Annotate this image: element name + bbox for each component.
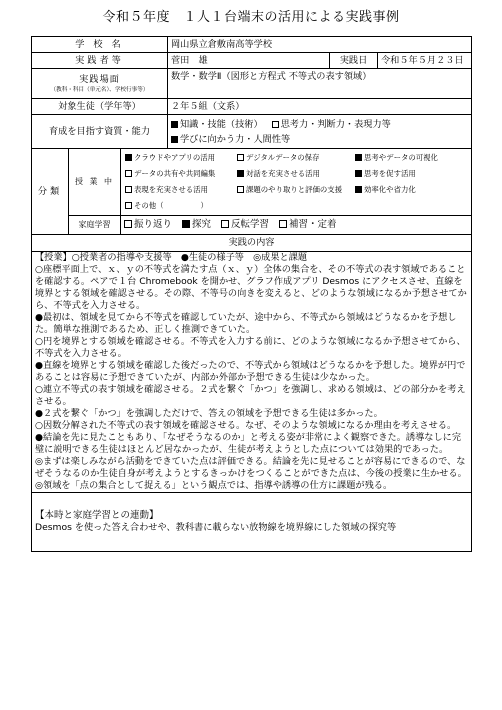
category-label: デジタルデータの保存 — [246, 153, 320, 162]
checkbox-icon — [279, 220, 287, 228]
checkbox-icon — [221, 220, 229, 228]
checkbox-icon — [125, 170, 132, 177]
ability-label: 育成を目指す資質・能力 — [32, 115, 168, 149]
checkbox-icon — [355, 170, 362, 177]
practitioner-label: 実践者等 — [32, 53, 168, 69]
category-label: 表現を充実させる活用 — [134, 185, 208, 194]
category-label: 思考やデータの可視化 — [364, 153, 438, 162]
checkbox-icon — [237, 154, 244, 161]
home-study-label: 家庭学習 — [69, 216, 121, 235]
content-paragraph: ●２式を繋ぐ「かつ」を強調しただけで、答えの領域を予想できる生徒は多かった。 — [35, 408, 383, 419]
category-label: クラウドやアプリの活用 — [134, 153, 216, 162]
checkbox-icon — [237, 170, 244, 177]
content-paragraph: ●最初は、領域を見てから不等式を確認していたが、途中から、不等式から領域はどうなるかを予想した。簡単な推測であるため、正しく推測できていた。 — [35, 312, 457, 335]
home-option-review[interactable] — [124, 219, 172, 231]
ability-option-label: 学びに向かう力・人間性等 — [180, 133, 291, 145]
checkbox-icon — [125, 186, 132, 193]
category-label: データの共有や共同編集 — [134, 169, 216, 178]
date-label: 実践日 — [330, 53, 378, 69]
practitioner-value: 菅田 雄 — [168, 53, 330, 69]
checkbox-icon — [272, 121, 279, 128]
in-class-options — [121, 149, 472, 216]
home-option-label: 振り返り — [134, 219, 173, 230]
category-label: その他（ ） — [134, 201, 208, 210]
category-expression[interactable] — [125, 182, 237, 198]
content-paragraph: ◎領域を「点の集合として捉える」という観点では、指導や誘導の仕方に課題が残る。 — [35, 480, 393, 491]
content-body — [32, 252, 472, 493]
in-class-row — [125, 166, 467, 182]
content-heading: 実践の内容 — [32, 235, 472, 252]
category-cloud-app[interactable] — [125, 150, 237, 166]
category-data-share[interactable] — [125, 166, 237, 182]
ability-option-thinking[interactable] — [272, 117, 391, 132]
home-link-section — [32, 493, 472, 552]
content-paragraph: ●直線を境界とする領域を確認した後だったので、不等式から領域はどうなるかを予想した。境界が円であることは容易に予想できていたが、内部か外部か予想できる生徒は少なかった。 — [35, 360, 466, 383]
classification-label: 分類 — [32, 149, 69, 235]
report-table — [31, 36, 472, 552]
content-legend: 【授業】○授業者の指導や支援等 ●生徒の様子等 ◎成果と課題 — [35, 252, 308, 263]
home-link-heading: 【本時と家庭学習との連動】 — [35, 510, 159, 521]
home-option-inquiry[interactable] — [182, 219, 211, 231]
scene-sublabel: （教科・科目（単元名）、学校行事等） — [50, 86, 149, 93]
content-paragraph: ◎まずは楽しみながら活動をできていた点は評価できる。結論を先に見せることが容易にできるので、なぜそうなるのか生徒自身が考えようとするきっかけをつくることができた点は、今後の授業に生かせる。 — [35, 456, 467, 479]
in-class-row — [125, 198, 467, 214]
in-class-label: 授 業 中 — [69, 149, 121, 216]
content-paragraph: ○因数分解された不等式の表す領域を確認させる。なぜ、そのような領域になるか理由を考えさせる。 — [35, 420, 457, 431]
target-value: ２年５組（文系） — [168, 99, 472, 115]
date-value: 令和５年５月２３日 — [378, 53, 472, 69]
checkbox-icon — [237, 186, 244, 193]
home-option-flipped[interactable] — [221, 219, 269, 231]
checkbox-icon — [125, 202, 132, 209]
school-value: 岡山県立倉敷南高等学校 — [168, 37, 472, 53]
category-dialogue[interactable] — [237, 166, 355, 182]
category-label: 課題のやり取りと評価の支援 — [246, 185, 343, 194]
in-class-row — [125, 150, 467, 166]
scene-label: 実践場面 — [79, 73, 120, 85]
category-other[interactable] — [125, 198, 208, 214]
target-label: 対象生徒（学年等） — [32, 99, 168, 115]
checkbox-icon — [182, 220, 190, 228]
category-assignment[interactable] — [237, 182, 355, 198]
content-paragraph: ○連立不等式の表す領域を確認させる。２式を繋ぐ「かつ」を強調し、求める領域は、どの部分かを考えさせる。 — [35, 384, 466, 407]
checkbox-icon — [125, 154, 132, 161]
checkbox-icon — [124, 220, 132, 228]
ability-options — [168, 115, 472, 149]
ability-option-attitude[interactable] — [171, 132, 290, 147]
content-paragraph: ●結論を先に見たこともあり、「なぜそうなるのか」と考える姿が非常によく観察できた。誘導なしに完璧に説明できる生徒はほとんど居なかったが、生徒が考えようとした点については効果的であった。 — [35, 432, 462, 455]
page-title: 令和５年度 １人１台端末の活用による実践事例 — [102, 10, 400, 25]
checkbox-icon — [355, 186, 362, 193]
home-option-remedial[interactable] — [279, 219, 337, 231]
home-option-label: 反転学習 — [231, 219, 270, 230]
home-option-label: 探究 — [192, 219, 212, 230]
ability-option-label: 思考力・判断力・表現力等 — [280, 118, 391, 130]
scene-value: 数学・数学Ⅱ（図形と方程式 不等式の表す領域） — [168, 69, 472, 99]
category-data-save[interactable] — [237, 150, 355, 166]
content-paragraph: ○円を境界とする領域を確認させる。不等式を入力する前に、どのような領域になるか予想させてから、不等式を入力させる。 — [35, 336, 466, 359]
scene-label-cell — [32, 69, 168, 99]
checkbox-icon — [355, 154, 362, 161]
home-option-label: 補習・定着 — [289, 219, 337, 230]
ability-option-label: 知識・技能（技術） — [180, 118, 263, 130]
in-class-row — [125, 182, 467, 198]
school-label: 学 校 名 — [32, 37, 168, 53]
home-link-body: Desmos を使った答え合わせや、教科書に載らない放物線を境界線にした領域の探究等 — [35, 522, 397, 533]
category-label: 対話を充実させる活用 — [246, 169, 320, 178]
category-label: 思考を促す活用 — [364, 169, 416, 178]
checkbox-icon — [171, 136, 178, 143]
checkbox-icon — [171, 121, 178, 128]
category-thinking[interactable] — [355, 166, 416, 182]
category-efficiency[interactable] — [355, 182, 416, 198]
category-visualize[interactable] — [355, 150, 438, 166]
ability-option-knowledge[interactable] — [171, 117, 263, 132]
category-label: 効率化や省力化 — [364, 185, 416, 194]
home-study-options — [121, 216, 472, 235]
content-paragraph: ○座標平面上で、ｘ、ｙの不等式を満たす点（ｘ、ｙ）全体の集合を、その不等式の表す領域であることを確認する。ペアで１台 Chromebook を開かせ、グラフ作成アプリ Desmos にアクセスさせ、直線を境界とする領域を確認させる。その際、不等号の向きを変えると、どのような領域になるか予想させてから、不等式を入力させる。 — [35, 264, 467, 311]
